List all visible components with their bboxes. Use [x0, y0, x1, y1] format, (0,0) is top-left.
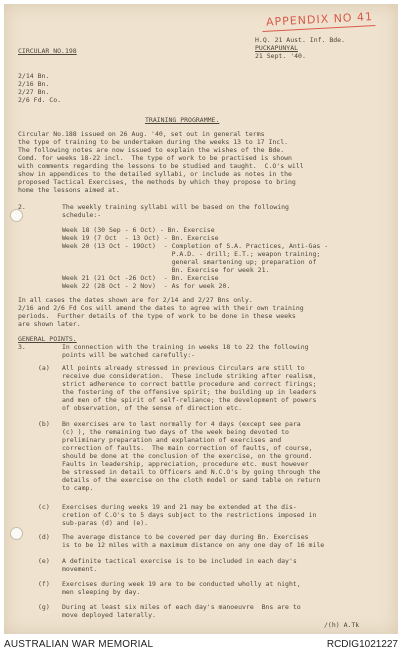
item-text: Exercises during weeks 19 and 21 may be extended at the dis- cretion of C.O's to 5 days subject to the restrictions imposed in sub-paras (d) and (e).	[62, 503, 317, 527]
item-label: (c)	[38, 503, 50, 511]
item-label: (b)	[38, 420, 50, 428]
archive-name: AUSTRALIAN WAR MEMORIAL	[4, 639, 154, 650]
archive-footer	[0, 636, 404, 654]
item-label: (d)	[38, 533, 50, 541]
item-text: All points already stressed in previous Circulars are still to receive due consideration. These include striking after realism, strict adherence to correct battle procedure and correct firings; the fostering of the offensive spirit; the building up in leaders and men of the spirit of self-reliance; the development of powers of observation, of the sense of direction etc.	[62, 364, 317, 412]
paragraph-3: In connection with the training in weeks 18 to 22 the following points will be watched carefully:-	[62, 343, 309, 359]
general-points-heading: GENERAL POINTS.	[18, 335, 77, 343]
appendix-stamp: APPENDIX NO 41	[262, 9, 376, 32]
paragraph-1: Circular No.188 issued on 26 Aug. '40, set out in general terms the type of training to be undertaken during the weeks 13 to 17 Incl. The following notes are now issued to explain the wishes of the Bde. Comd. for weeks 18-22 incl. The type of work to be practised is shown with comments regarding the lessons to be studied and taught. C.O's will show in appendices to the detailed syllabi, or include as notes in the proposed Tactical Exercises, the methods by which they propose to bring home the lessons aimed at.	[18, 130, 304, 194]
distribution-line: 2/14 Bn.	[18, 72, 50, 80]
date-line: 21 Sept. '40.	[255, 52, 306, 60]
item-text: Exercises during week 19 are to be conducted wholly at night, men sleeping by day.	[62, 580, 301, 596]
item-label: (f)	[38, 580, 50, 588]
item-label: (g)	[38, 603, 50, 611]
item-text: During at least six miles of each day's manoeuvre Bns are to move deployed laterally.	[62, 603, 301, 619]
distribution-line: 2/27 Bn.	[18, 88, 50, 96]
punch-hole	[10, 527, 23, 540]
training-schedule: Week 18 (30 Sep - 6 Oct) - Bn. Exercise Week 19 (7 Oct - 13 Oct) - Bn. Exercise Week 20 (13 Oct - 19Oct) - Completion of S.A. Practices, Anti-Gas - P.A.D. - drill; E.T.; weapon training; general smartening up; preparation of Bn. Exercise for week 21. Week 21 (21 Oct -26 Oct) - Bn. Exercise Week 22 (28 Oct - 2 Nov) - As for week 20.	[62, 226, 329, 290]
paragraph-3-number: 3.	[18, 343, 26, 351]
location-line: PUCKAPUNYAL	[255, 44, 299, 52]
item-label: (e)	[38, 557, 50, 565]
item-text: A definite tactical exercise is to be included in each day's movement.	[62, 557, 297, 573]
item-text: The average distance to be covered per day during Bn. Exercises is to be 12 miles with a maximum distance on any one day of 16 mile	[62, 533, 325, 549]
continuation-note: /(h) A.Tk	[324, 621, 360, 629]
distribution-line: 2/6 Fd. Co.	[18, 96, 62, 104]
item-label: (a)	[38, 364, 50, 372]
distribution-line: 2/16 Bn.	[18, 80, 50, 88]
paragraph-2-note: In all cases the dates shown are for 2/14 and 2/27 Bns only. 2/16 and 2/6 Fd Cos will amend the dates to agree with their own training periods. Further details of the type of work to be done in these weeks are shown later.	[18, 296, 304, 328]
document-title: TRAINING PROGRAMME.	[145, 116, 220, 124]
item-text: Bn exercises are to last normally for 4 days (except see para (c) ), the remaining two days of the week being devoted to preliminary preparation and explanation of exercises and correction of faults. The main correction of faults, of course, should be done at the conclusion of the exercise, on the ground. Faults in leadership, appreciation, procedure etc. must however be stressed in detail to Officers and N.C.O's by going through the details of the exercise on the cloth model or sand table on return to camp.	[62, 420, 321, 492]
record-id: RCDIG1021227	[326, 639, 398, 650]
hq-line: H.Q. 21 Aust. Inf. Bde.	[255, 36, 346, 44]
circular-number: CIRCULAR NO.198	[18, 47, 77, 55]
paragraph-2-number: 2.	[18, 203, 26, 211]
paragraph-2: The weekly training syllabi will be based on the following schedule:-	[62, 203, 289, 219]
